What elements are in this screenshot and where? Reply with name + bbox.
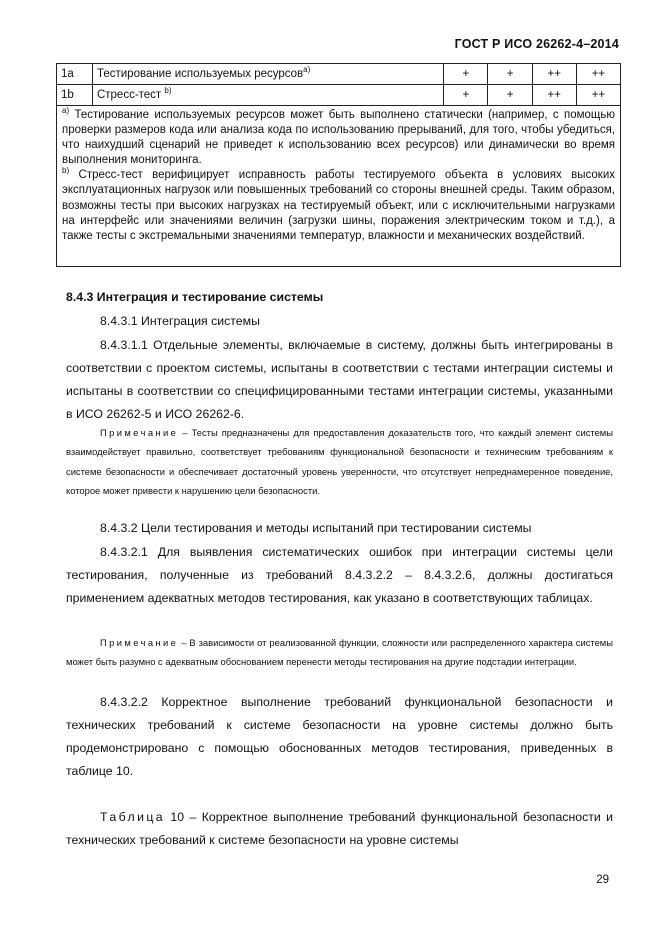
paragraph: 8.4.3.1.1 Отдельные элементы, включаемые в систему, должны быть интегрированы в соответствии с проектом системы, испытаны в соответствии с тестами интеграции системы и испытаны в соответствии со специфицированными тестами интеграции системы, указанными в ИСО 26262-5 и ИСО 26262-6.	[66, 338, 613, 421]
row-method: Стресс-тест $^{b)}$	[92, 85, 443, 106]
note: Примечание – Тесты предназначены для предоставления доказательств того, что каждый элемент системы взаимодействует правильно, соответствует требованиям функциональной безопасности и техническим требованиям к системе безопасности и обеспечивает достаточный уровень уверенности, что отсутствует непреднамеренное поведение, которое может привести к нарушению цели безопасности.	[66, 427, 613, 497]
paragraph: 8.4.3.2.2 Корректное выполнение требований функциональной безопасности и технических требований к системе безопасности на уровне системы должно быть продемонстрировано с помощью обоснованных методов тестирования, приведенных в таблице 10.	[66, 695, 613, 778]
paragraph: 8.4.3.2.1 Для выявления систематических ошибок при интеграции системы цели тестирования, полученные из требований 8.4.3.2.2 – 8.4.3.2.6, должны достигаться применением адекватных методов тестирования, как указано в соответствующих таблицах.	[66, 545, 613, 605]
note-label: Примечание	[100, 427, 179, 438]
asil-a-mark: +	[444, 64, 488, 85]
asil-c-mark: ++	[532, 64, 576, 85]
section-heading: 8.4.3 Интеграция и тестирование системы	[66, 290, 324, 304]
subsection-title: 8.4.3.1 Интеграция системы	[100, 314, 260, 328]
asil-c-mark: ++	[532, 85, 576, 106]
footnote-a: $^{a)}$ Тестирование используемых ресурсов может быть выполнено статически (например, с помощью проверки размеров кода или анализа кода по использованию прерываний, для того, чтобы убедиться, что наихудший сценарий не приведет к использованию всех ресурсов) или динамически во время выполнения мониторинга.	[62, 106, 615, 167]
table-caption: Таблица 10 – Корректное выполнение требований функциональной безопасности и технических требований к системе безопасности на уровне системы	[66, 810, 613, 847]
note-label: Примечание	[100, 637, 179, 648]
table-footnotes	[56, 105, 621, 267]
row-method: Тестирование используемых ресурсов$^{a)}$	[92, 64, 443, 85]
table-caption-label: Таблица	[100, 810, 166, 824]
asil-b-mark: +	[488, 85, 532, 106]
asil-d-mark: ++	[576, 64, 620, 85]
table-row	[57, 85, 621, 106]
document-header: ГОСТ Р ИСО 26262-4–2014	[454, 37, 619, 51]
row-number: 1b	[57, 85, 93, 106]
asil-d-mark: ++	[576, 85, 620, 106]
page-number: 29	[596, 874, 609, 886]
methods-table	[56, 63, 621, 106]
table-row	[57, 64, 621, 85]
footnote-b: $^{b)}$ Стресс-тест верифицирует исправность работы тестируемого объекта в условиях высоких эксплуатационных нагрузок или повышенных требований со стороны внешней среды. Таким образом, возможны тесты при высоких нагрузках на тестируемый объект, или с исключительными нагрузками на интерфейс или значениями величин (загрузки шины, поражения электрическим током и т.д.), а также тесты с экстремальными значениями температур, влажности и механических воздействий.	[62, 166, 615, 242]
subsection-title: 8.4.3.2 Цели тестирования и методы испытаний при тестировании системы	[100, 521, 532, 535]
note: Примечание – В зависимости от реализованной функции, сложности или распределенного характера системы может быть разумно с адекватным обоснованием перенести методы тестирования на другие подстадии интеграции.	[66, 637, 613, 668]
asil-b-mark: +	[488, 64, 532, 85]
asil-a-mark: +	[444, 85, 488, 106]
row-number: 1a	[57, 64, 93, 85]
